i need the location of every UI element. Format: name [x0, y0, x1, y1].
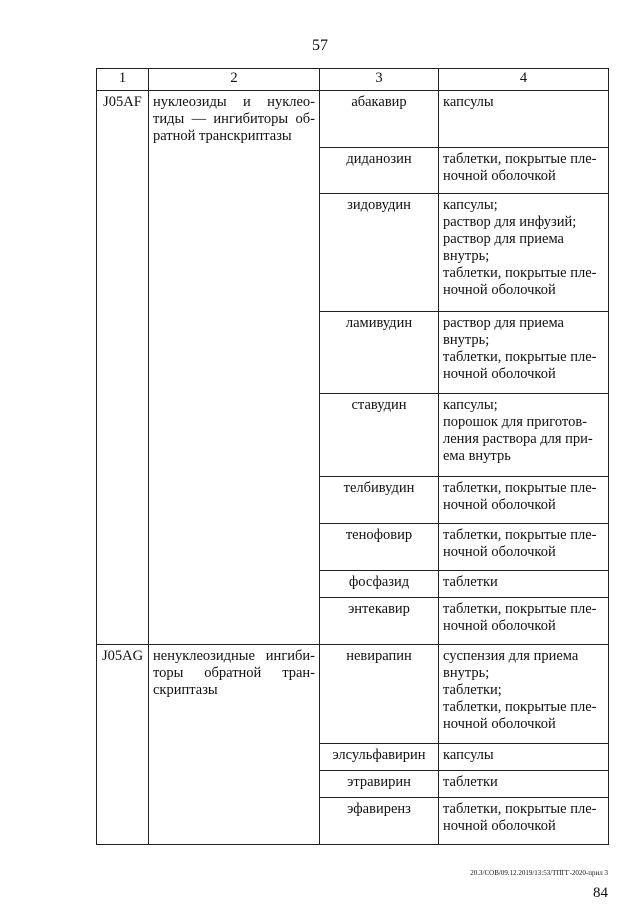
group-name-line: ратной транскриптазы	[153, 128, 292, 144]
dosage-form-line: капсулы	[443, 94, 494, 110]
drug-inn: энтекавир	[320, 598, 439, 645]
dosage-form-line: таблетки, покрытые пле-	[443, 527, 597, 543]
drug-inn: ставудин	[320, 394, 439, 477]
dosage-form-line: таблетки;	[443, 682, 502, 698]
dosage-form-line: таблетки, покрытые пле-	[443, 349, 597, 365]
table-header-row	[97, 69, 609, 91]
dosage-forms	[439, 524, 609, 571]
dosage-forms	[439, 91, 609, 148]
dosage-form-line: ночной оболочкой	[443, 366, 556, 382]
dosage-form-line: таблетки, покрытые пле-	[443, 480, 597, 496]
table-row	[97, 91, 609, 148]
dosage-form-line: капсулы;	[443, 397, 498, 413]
drug-inn: ламивудин	[320, 312, 439, 394]
drug-inn: эфавиренз	[320, 798, 439, 845]
dosage-forms	[439, 645, 609, 744]
group-name-line: нуклеозиды и нуклео-	[153, 94, 315, 110]
group-name-line: тиды — ингибиторы об-	[153, 111, 315, 127]
dosage-form-line: ления раствора для при-	[443, 431, 593, 447]
drug-inn: диданозин	[320, 148, 439, 194]
dosage-form-line: ночной оболочкой	[443, 497, 556, 513]
dosage-forms	[439, 798, 609, 845]
dosage-form-line: ночной оболочкой	[443, 618, 556, 634]
dosage-form-line: таблетки, покрытые пле-	[443, 151, 597, 167]
dosage-form-line: таблетки	[443, 774, 498, 790]
drug-inn: абакавир	[320, 91, 439, 148]
drug-inn: невирапин	[320, 645, 439, 744]
dosage-forms	[439, 598, 609, 645]
dosage-forms	[439, 771, 609, 798]
header-col-4: 4	[439, 69, 609, 91]
drug-inn: этравирин	[320, 771, 439, 798]
page-number: 57	[312, 37, 328, 54]
dosage-forms	[439, 477, 609, 524]
drug-inn: тенофовир	[320, 524, 439, 571]
footer-reference: 20.3/СОВ/09.12.2019/13:53/ТПГГ-2020-прил 3	[470, 869, 608, 877]
dosage-forms	[439, 148, 609, 194]
drug-inn: телбивудин	[320, 477, 439, 524]
dosage-form-line: капсулы	[443, 747, 494, 763]
atc-code: J05AG	[97, 645, 149, 845]
dosage-form-line: внутрь;	[443, 332, 490, 348]
table-row	[97, 645, 609, 744]
dosage-form-line: таблетки, покрытые пле-	[443, 699, 597, 715]
group-name-line: скриптазы	[153, 682, 218, 698]
dosage-form-line: ночной оболочкой	[443, 282, 556, 298]
header-col-2: 2	[149, 69, 320, 91]
drug-inn: зидовудин	[320, 194, 439, 312]
dosage-form-line: раствор для инфузий;	[443, 214, 577, 230]
header-col-1: 1	[97, 69, 149, 91]
dosage-form-line: таблетки, покрытые пле-	[443, 801, 597, 817]
dosage-form-line: ночной оболочкой	[443, 716, 556, 732]
dosage-forms	[439, 394, 609, 477]
dosage-form-line: ночной оболочкой	[443, 818, 556, 834]
group-name-line: ненуклеозидные ингиби-	[153, 648, 315, 664]
dosage-form-line: ночной оболочкой	[443, 544, 556, 560]
dosage-form-line: таблетки	[443, 574, 498, 590]
drug-table	[96, 68, 609, 845]
atc-code: J05AF	[97, 91, 149, 645]
header-col-3: 3	[320, 69, 439, 91]
dosage-form-line: внутрь;	[443, 665, 490, 681]
group-name-line: торы обратной тран-	[153, 665, 315, 681]
dosage-form-line: порошок для приготов-	[443, 414, 587, 430]
dosage-form-line: капсулы;	[443, 197, 498, 213]
dosage-form-line: раствор для приема	[443, 315, 564, 331]
dosage-form-line: внутрь;	[443, 248, 490, 264]
footer-page-number: 84	[593, 885, 608, 901]
dosage-forms	[439, 194, 609, 312]
dosage-form-line: ема внутрь	[443, 448, 511, 464]
group-name	[149, 91, 320, 645]
dosage-forms	[439, 571, 609, 598]
dosage-form-line: таблетки, покрытые пле-	[443, 265, 597, 281]
drug-inn: фосфазид	[320, 571, 439, 598]
dosage-form-line: ночной оболочкой	[443, 168, 556, 184]
group-name	[149, 645, 320, 845]
drug-inn: элсульфавирин	[320, 744, 439, 771]
dosage-forms	[439, 744, 609, 771]
dosage-form-line: суспензия для приема	[443, 648, 579, 664]
dosage-forms	[439, 312, 609, 394]
dosage-form-line: таблетки, покрытые пле-	[443, 601, 597, 617]
dosage-form-line: раствор для приема	[443, 231, 564, 247]
